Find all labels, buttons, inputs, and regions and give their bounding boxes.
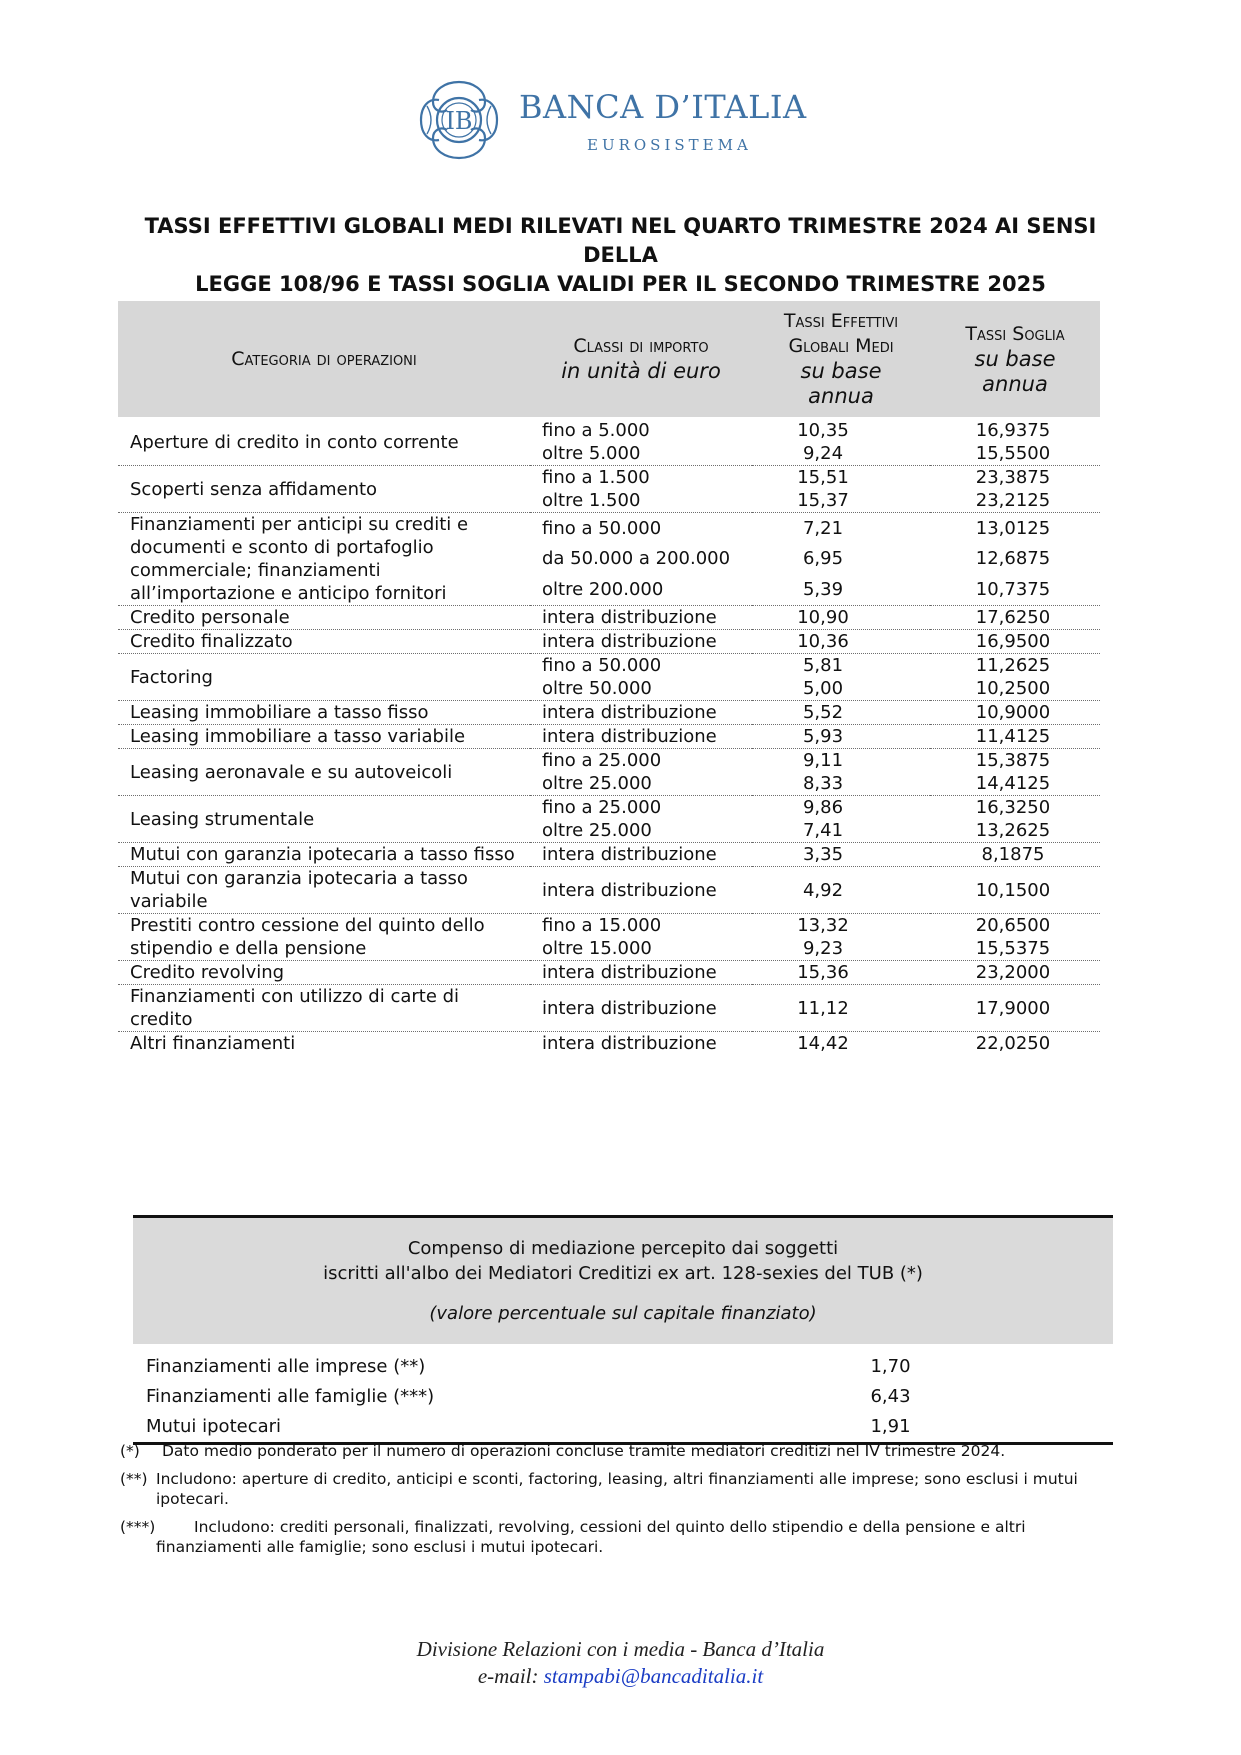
rate-threshold-value: 14,4125 — [975, 773, 1051, 794]
footnote-marker: (***) — [120, 1518, 156, 1536]
footnote — [120, 1469, 1130, 1509]
compensation-table — [133, 1215, 1113, 1445]
compensation-row — [133, 1412, 1113, 1444]
rate-threshold-value: 23,2000 — [930, 961, 1100, 985]
rate-category: Scoperti senza affidamento — [118, 466, 530, 513]
page-footer — [0, 1636, 1241, 1690]
rate-category: Credito finalizzato — [118, 630, 530, 654]
footnote — [120, 1441, 1130, 1461]
rate-threshold-value: 17,6250 — [930, 606, 1100, 630]
footnote-marker: (*) — [120, 1442, 140, 1460]
rate-tegm-value: 11,12 — [752, 985, 930, 1032]
rate-amount-class: fino a 1.500 — [530, 466, 752, 490]
rate-amount-class: fino a 50.000 — [530, 654, 752, 678]
title-line-1: TASSI EFFETTIVI GLOBALI MEDI RILEVATI NEL QUARTO TRIMESTRE 2024 AI SENSI DELLA — [144, 214, 1097, 267]
compensation-value: 1,91 — [870, 1416, 911, 1437]
rate-tegm-value: 5,00 — [802, 678, 844, 699]
rate-row — [118, 701, 1100, 725]
rate-tegm-value: 14,42 — [752, 1032, 930, 1056]
rate-tegm-value: 7,41 — [802, 820, 844, 841]
logo-subtext: EUROSISTEMA — [587, 136, 752, 154]
rate-amount-class: intera distribuzione — [530, 1032, 752, 1056]
compensation-row — [133, 1344, 1113, 1382]
rate-row — [118, 867, 1100, 914]
rate-amount-class: fino a 5.000 — [542, 420, 650, 441]
rate-amount-class: intera distribuzione — [530, 606, 752, 630]
header-category: Categoria di operazioni — [118, 301, 530, 417]
rate-amount-class: da 50.000 a 200.000 — [542, 548, 731, 570]
bank-logo — [415, 76, 845, 171]
rate-tegm-value: 7,21 — [752, 513, 930, 544]
rate-threshold-value: 10,9000 — [930, 701, 1100, 725]
footer-email-link[interactable]: stampabi@bancaditalia.it — [543, 1664, 764, 1688]
compensation-title-2: iscritti all'albo dei Mediatori Creditizi ex art. 128-sexies del TUB (*) — [323, 1263, 923, 1284]
rate-category: Prestiti contro cessione del quinto dello stipendio e della pensione — [118, 914, 530, 961]
rate-amount-class: oltre 1.500 — [542, 490, 641, 511]
rate-tegm-value: 15,37 — [797, 490, 849, 511]
footnote-text: Includono: aperture di credito, anticipi e sconti, factoring, leasing, altri finanziamenti alle imprese; sono esclusi i mutui ipotecari. — [156, 1470, 1078, 1508]
rate-category: Factoring — [118, 654, 530, 701]
rate-tegm-value: 5,81 — [752, 654, 930, 678]
rate-tegm-value: 10,35 — [797, 420, 849, 441]
footnotes — [120, 1441, 1130, 1565]
footer-email-line — [0, 1663, 1241, 1690]
rate-threshold-value: 13,2625 — [975, 820, 1051, 841]
rate-tegm-value: 9,86 — [752, 796, 930, 820]
rate-threshold-value: 10,7375 — [975, 579, 1051, 601]
svg-text:IB: IB — [445, 107, 473, 135]
header-tegm: Tassi Effettivi Globali Medi su base annua — [752, 301, 930, 417]
compensation-label: Finanziamenti alle famiglie (***) — [146, 1386, 435, 1407]
footnote-marker: (**) — [120, 1470, 148, 1488]
rate-threshold-value: 13,0125 — [930, 513, 1100, 544]
rate-row — [118, 843, 1100, 867]
rate-threshold-value: 23,2125 — [975, 490, 1051, 511]
rate-amount-class: oltre 200.000 — [542, 579, 664, 601]
logo-text: BANCA D’ITALIA — [519, 88, 807, 126]
rates-table-header — [118, 301, 1100, 417]
rate-amount-class: intera distribuzione — [530, 867, 752, 914]
rate-tegm-value: 8,33 — [802, 773, 844, 794]
rate-threshold-value: 15,5375 — [975, 938, 1051, 959]
rate-threshold-value: 15,5500 — [975, 443, 1051, 464]
rate-row — [118, 725, 1100, 749]
rate-tegm-value: 9,24 — [802, 443, 844, 464]
rate-amount-class: intera distribuzione — [530, 961, 752, 985]
rate-amount-class: intera distribuzione — [530, 701, 752, 725]
rate-amount-class: fino a 15.000 — [530, 914, 752, 938]
compensation-header-cell — [133, 1217, 1113, 1345]
rate-category: Finanziamenti per anticipi su crediti e documenti e sconto di portafoglio commerciale; finanziamenti all’importazione e anticipo fornitori — [118, 513, 530, 606]
compensation-label: Mutui ipotecari — [146, 1416, 282, 1437]
rate-category: Credito personale — [118, 606, 530, 630]
rate-category: Mutui con garanzia ipotecaria a tasso fisso — [118, 843, 530, 867]
rate-amount-class: oltre 25.000 — [542, 773, 652, 794]
rate-row — [118, 654, 1100, 678]
rate-row — [118, 513, 1100, 544]
rate-tegm-value: 15,36 — [752, 961, 930, 985]
rate-row — [118, 630, 1100, 654]
rate-tegm-value: 5,39 — [802, 579, 844, 601]
rate-tegm-value: 10,36 — [752, 630, 930, 654]
compensation-label: Finanziamenti alle imprese (**) — [146, 1356, 426, 1377]
rate-amount-class: fino a 50.000 — [530, 513, 752, 544]
rate-row — [118, 914, 1100, 938]
compensation-value: 6,43 — [870, 1386, 911, 1407]
header-soglia: Tassi Soglia su base annua — [930, 301, 1100, 417]
rate-amount-class: oltre 5.000 — [542, 443, 641, 464]
rate-threshold-value: 16,9500 — [930, 630, 1100, 654]
rate-amount-class: oltre 25.000 — [542, 820, 652, 841]
rate-row — [118, 985, 1100, 1032]
rate-amount-class: fino a 25.000 — [530, 796, 752, 820]
rate-threshold-value: 17,9000 — [930, 985, 1100, 1032]
rate-category: Leasing strumentale — [118, 796, 530, 843]
compensation-value: 1,70 — [870, 1356, 911, 1377]
rate-tegm-value: 15,51 — [752, 466, 930, 490]
rate-amount-class: fino a 25.000 — [530, 749, 752, 773]
rates-table — [118, 301, 1100, 1055]
rate-category: Credito revolving — [118, 961, 530, 985]
footer-email-label: e-mail: — [477, 1664, 539, 1688]
rate-tegm-value: 13,32 — [752, 914, 930, 938]
rate-row — [118, 606, 1100, 630]
page-title — [110, 212, 1131, 299]
rate-amount-class: oltre 15.000 — [542, 938, 652, 959]
footnote-text: Includono: crediti personali, finalizzati, revolving, cessioni del quinto dello stipendio e della pensione e altri finanziamenti alle famiglie; sono esclusi i mutui ipotecari. — [156, 1518, 1026, 1556]
rate-threshold-value: 20,6500 — [930, 914, 1100, 938]
rate-row — [118, 961, 1100, 985]
rate-category: Altri finanziamenti — [118, 1032, 530, 1056]
rate-tegm-value: 9,11 — [752, 749, 930, 773]
rate-amount-class: intera distribuzione — [530, 725, 752, 749]
rate-row — [118, 417, 1100, 442]
rate-threshold-value: 10,2500 — [975, 678, 1051, 699]
rate-tegm-value: 9,23 — [802, 938, 844, 959]
header-class: Classi di importo in unità di euro — [530, 301, 752, 417]
rate-tegm-value: 4,92 — [752, 867, 930, 914]
compensation-unit-note: (valore percentuale sul capitale finanziato) — [429, 1303, 817, 1324]
rate-tegm-value: 3,35 — [752, 843, 930, 867]
footer-division: Divisione Relazioni con i media - Banca d’Italia — [416, 1637, 825, 1661]
rate-tegm-value: 10,90 — [752, 606, 930, 630]
rate-category: Finanziamenti con utilizzo di carte di credito — [118, 985, 530, 1032]
compensation-title-1: Compenso di mediazione percepito dai soggetti — [407, 1238, 839, 1259]
rate-category: Mutui con garanzia ipotecaria a tasso variabile — [118, 867, 530, 914]
rate-threshold-value: 16,3250 — [930, 796, 1100, 820]
rate-tegm-value: 5,52 — [752, 701, 930, 725]
rate-threshold-value: 11,4125 — [930, 725, 1100, 749]
compensation-row — [133, 1382, 1113, 1412]
bank-emblem-icon — [415, 76, 503, 164]
rate-amount-class: intera distribuzione — [530, 843, 752, 867]
rate-row — [118, 796, 1100, 820]
rate-category: Leasing aeronavale e su autoveicoli — [118, 749, 530, 796]
rate-row — [118, 1032, 1100, 1056]
rate-amount-class: oltre 50.000 — [542, 678, 652, 699]
title-line-2: LEGGE 108/96 E TASSI SOGLIA VALIDI PER IL SECONDO TRIMESTRE 2025 — [195, 272, 1046, 296]
rate-threshold-value: 23,3875 — [930, 466, 1100, 490]
footnote-text: Dato medio ponderato per il numero di operazioni concluse tramite mediatori creditizi nel IV trimestre 2024. — [162, 1442, 1006, 1460]
rate-category: Leasing immobiliare a tasso variabile — [118, 725, 530, 749]
rate-threshold-value: 16,9375 — [975, 420, 1051, 441]
rate-row — [118, 749, 1100, 773]
rate-category: Leasing immobiliare a tasso fisso — [118, 701, 530, 725]
rate-amount-class: intera distribuzione — [530, 630, 752, 654]
rates-table-body — [118, 417, 1100, 1055]
rate-category: Aperture di credito in conto corrente — [130, 431, 459, 453]
rate-tegm-value: 6,95 — [802, 548, 844, 570]
footnote — [120, 1517, 1130, 1557]
rate-row — [118, 466, 1100, 490]
rate-tegm-value: 5,93 — [752, 725, 930, 749]
rate-threshold-value: 12,6875 — [975, 548, 1051, 570]
rate-amount-class: intera distribuzione — [530, 985, 752, 1032]
rate-threshold-value: 11,2625 — [930, 654, 1100, 678]
rate-threshold-value: 8,1875 — [930, 843, 1100, 867]
rate-threshold-value: 22,0250 — [930, 1032, 1100, 1056]
rate-threshold-value: 10,1500 — [930, 867, 1100, 914]
compensation-header — [133, 1217, 1113, 1345]
rate-threshold-value: 15,3875 — [930, 749, 1100, 773]
